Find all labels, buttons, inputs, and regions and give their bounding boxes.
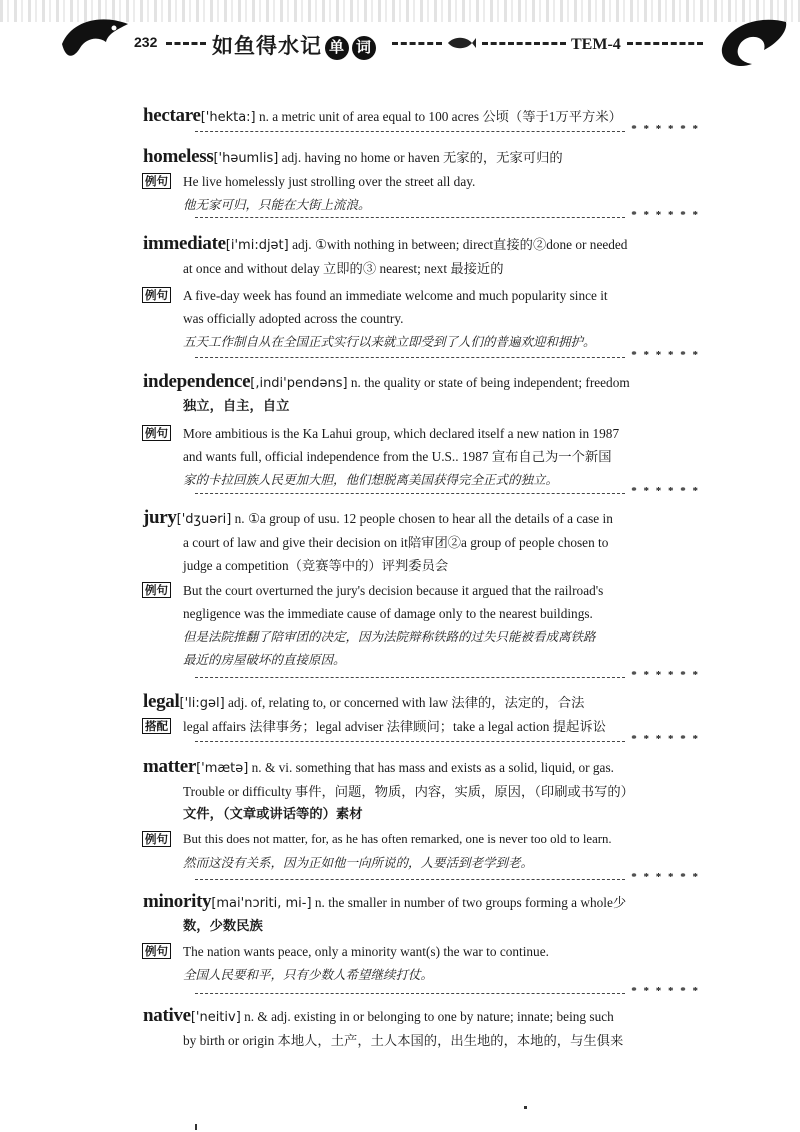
entry-separator: * * * * * * bbox=[195, 214, 700, 222]
small-fish-icon bbox=[446, 36, 476, 50]
example-zh: 全国人民要和平，只有少数人希望继续打仗。 bbox=[183, 967, 434, 982]
definition-cont: by birth or origin 本地人，土产，土人本国的，出生地的，本地的，与生俱来 bbox=[183, 1033, 624, 1048]
brush-fish-left-icon bbox=[58, 14, 132, 68]
phonetic: [,indi'pendəns] bbox=[250, 376, 348, 391]
entry-separator: * * * * * * bbox=[195, 674, 700, 682]
entry-separator: * * * * * * bbox=[195, 990, 700, 998]
example-en: But this does not matter, for, as he has often remarked, one is never too old to learn. bbox=[183, 832, 612, 846]
entry-separator: * * * * * * bbox=[195, 128, 700, 136]
header-title bbox=[212, 30, 376, 60]
headword: legal bbox=[143, 691, 180, 712]
definition: adj. having no home or haven 无家的，无家可归的 bbox=[281, 150, 563, 165]
example-zh: 家的卡拉回族人民更加大胆，他们想脱离美国获得完全正式的独立。 bbox=[183, 472, 559, 487]
definition: n. a metric unit of area equal to 100 acres 公顷（等于1万平方米） bbox=[258, 109, 622, 124]
entry-legal bbox=[143, 690, 703, 738]
example-en: More ambitious is the Ka Lahui group, which declared itself a new nation in 1987 bbox=[183, 426, 620, 441]
headword: immediate bbox=[143, 233, 226, 254]
example bbox=[143, 422, 703, 491]
scan-speck bbox=[524, 1106, 527, 1109]
entry-native bbox=[143, 1004, 703, 1052]
page-number: 232 bbox=[134, 34, 158, 50]
phonetic: [mai'nɔriti, mi-] bbox=[211, 896, 312, 911]
example-en: He live homelessly just strolling over the street all day. bbox=[183, 174, 476, 189]
entry-separator: * * * * * * bbox=[195, 738, 700, 746]
example-tag: 例句 bbox=[142, 173, 171, 189]
example-tag: 例句 bbox=[142, 831, 171, 847]
entry-separator: * * * * * * bbox=[195, 876, 700, 884]
entry-homeless bbox=[143, 145, 703, 216]
badge-dan: 单 bbox=[325, 36, 349, 60]
example-tag: 例句 bbox=[142, 287, 171, 303]
definition: n. the smaller in number of two groups forming a whole少 bbox=[314, 895, 627, 910]
phonetic: ['mætə] bbox=[196, 761, 249, 776]
entry-hectare bbox=[143, 104, 703, 129]
definition-cont: 数，少数民族 bbox=[183, 919, 263, 934]
definition-cont: 独立，自主，自立 bbox=[183, 399, 290, 414]
headword: matter bbox=[143, 756, 197, 777]
example-en: negligence was the immediate cause of damage only to the nearest buildings. bbox=[183, 606, 593, 621]
phonetic: ['hekta:] bbox=[200, 110, 256, 125]
definition: n. & vi. something that has mass and exists as a solid, liquid, or gas. bbox=[251, 760, 614, 775]
example-zh: 但是法院推翻了陪审团的决定，因为法院辩称铁路的过失只能被看成离铁路 bbox=[183, 629, 596, 644]
entry-immediate bbox=[143, 232, 703, 353]
headword: independence bbox=[143, 371, 251, 392]
headword: homeless bbox=[143, 146, 214, 167]
example-zh: 然而这没有关系，因为正如他一向所说的，人要活到老学到老。 bbox=[183, 855, 534, 870]
badge-ci: 词 bbox=[352, 36, 376, 60]
brush-swirl-right-icon bbox=[706, 14, 792, 74]
example-zh: 他无家可归，只能在大街上流浪。 bbox=[183, 197, 371, 212]
definition-cont: a court of law and give their decision on it陪审团②a group of people chosen to bbox=[183, 535, 609, 550]
phonetic: [i'mi:djət] bbox=[225, 238, 289, 253]
headword: native bbox=[143, 1005, 191, 1026]
section-label: TEM-4 bbox=[571, 36, 621, 53]
example-tag: 例句 bbox=[142, 425, 171, 441]
phonetic: ['li:gəl] bbox=[179, 696, 225, 711]
example-en: was officially adopted across the country. bbox=[183, 311, 404, 326]
collocation-text: legal affairs 法律事务；legal adviser 法律顾问；take a legal action 提起诉讼 bbox=[183, 719, 606, 734]
example bbox=[143, 828, 703, 874]
scan-speck bbox=[195, 1124, 197, 1130]
entry-separator: * * * * * * bbox=[195, 354, 700, 362]
example bbox=[143, 579, 703, 671]
phonetic: ['neitiv] bbox=[190, 1010, 241, 1025]
headword: hectare bbox=[143, 105, 201, 126]
headword: jury bbox=[143, 507, 177, 528]
example bbox=[143, 170, 703, 216]
collocation bbox=[143, 715, 703, 738]
definition-cont: at once and without delay 立即的③ nearest; next 最接近的 bbox=[183, 261, 504, 276]
definition-cont: judge a competition（竞赛等中的）评判委员会 bbox=[183, 558, 449, 573]
definition: n. the quality or state of being independent; freedom bbox=[350, 375, 630, 390]
phonetic: ['dʒuəri] bbox=[176, 512, 232, 527]
definition: n. & adj. existing in or belonging to one by nature; innate; being such bbox=[244, 1009, 614, 1024]
entry-separator: * * * * * * bbox=[195, 490, 700, 498]
example bbox=[143, 284, 703, 353]
phonetic: ['həumlis] bbox=[213, 151, 279, 166]
definition-cont: Trouble or difficulty 事件，问题，物质，内容，实质，原因，（印刷或书写的） bbox=[183, 784, 634, 799]
example-mixed: and wants full, official independence from the U.S.. 1987 宣布自己为一个新国 bbox=[183, 449, 612, 464]
entry-minority bbox=[143, 890, 703, 986]
example-en: The nation wants peace, only a minority want(s) the war to continue. bbox=[183, 944, 549, 959]
example-zh: 五天工作制自从在全国正式实行以来就立即受到了人们的普遍欢迎和拥护。 bbox=[183, 334, 596, 349]
page-header bbox=[0, 0, 800, 80]
example-zh: 最近的房屋破坏的直接原因。 bbox=[183, 652, 346, 667]
headword: minority bbox=[143, 891, 212, 912]
entry-independence bbox=[143, 370, 703, 491]
collocation-tag: 搭配 bbox=[142, 718, 171, 734]
example-tag: 例句 bbox=[142, 582, 171, 598]
example bbox=[143, 940, 703, 986]
entry-matter bbox=[143, 755, 703, 874]
example-en: But the court overturned the jury's decision because it argued that the railroad's bbox=[183, 583, 604, 598]
definition: adj. of, relating to, or concerned with law 法律的，法定的，合法 bbox=[228, 695, 585, 710]
book-title: 如鱼得水记 bbox=[212, 34, 322, 58]
definition: adj. ①with nothing in between; direct直接的②done or needed bbox=[292, 237, 628, 252]
entry-jury bbox=[143, 506, 703, 671]
example-en: A five-day week has found an immediate welcome and much popularity since it bbox=[183, 288, 608, 303]
definition: n. ①a group of usu. 12 people chosen to hear all the details of a case in bbox=[234, 511, 613, 526]
example-tag: 例句 bbox=[142, 943, 171, 959]
definition-cont: 文件，（文章或讲话等的）素材 bbox=[183, 807, 363, 822]
